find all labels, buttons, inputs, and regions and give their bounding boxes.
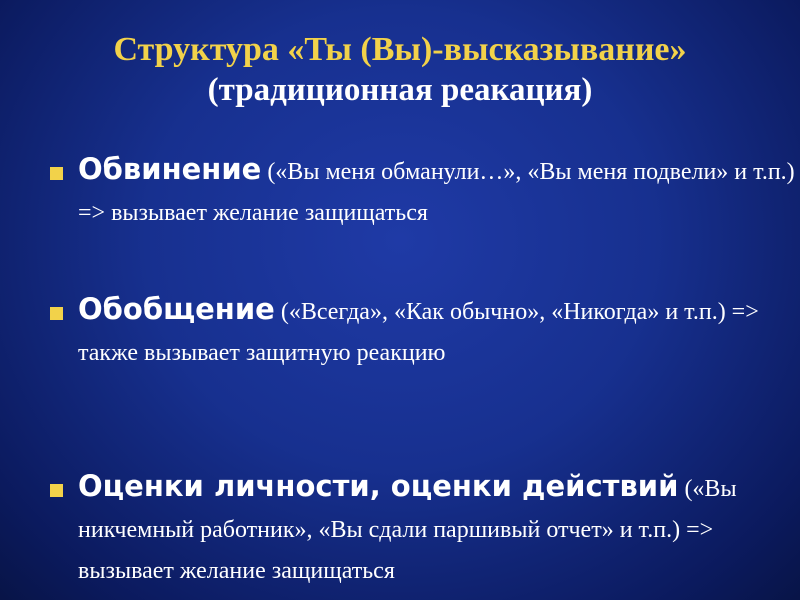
bullet-detail: («Вы никчемный работник», «Вы сдали паршивый отчет» и т.п.) => вызывает желание защищаться [78, 476, 737, 584]
square-bullet-icon [50, 307, 63, 320]
bullet-text [78, 290, 798, 375]
bullet-heading: Оценки личности, оценки действий [78, 469, 679, 503]
bullet-detail: («Вы меня обманули…», «Вы меня подвели» и т.п.) => вызывает желание защищаться [78, 159, 795, 226]
bullet-detail: («Всегда», «Как обычно», «Никогда» и т.п.) => также вызывает защитную реакцию [78, 299, 759, 366]
bullet-item-accusation [48, 150, 798, 235]
bullet-heading: Обобщение [78, 292, 275, 326]
bullet-text [78, 150, 798, 235]
bullet-heading: Обвинение [78, 152, 262, 186]
title-subtitle: (традиционная реакация) [207, 72, 593, 108]
bullet-item-generalization [48, 290, 798, 375]
bullet-text [78, 467, 798, 593]
bullet-item-evaluation [48, 467, 798, 593]
slide-title [0, 30, 800, 110]
title-main: Структура «Ты (Вы)-высказывание» [113, 31, 687, 68]
square-bullet-icon [50, 167, 63, 180]
square-bullet-icon [50, 484, 63, 497]
